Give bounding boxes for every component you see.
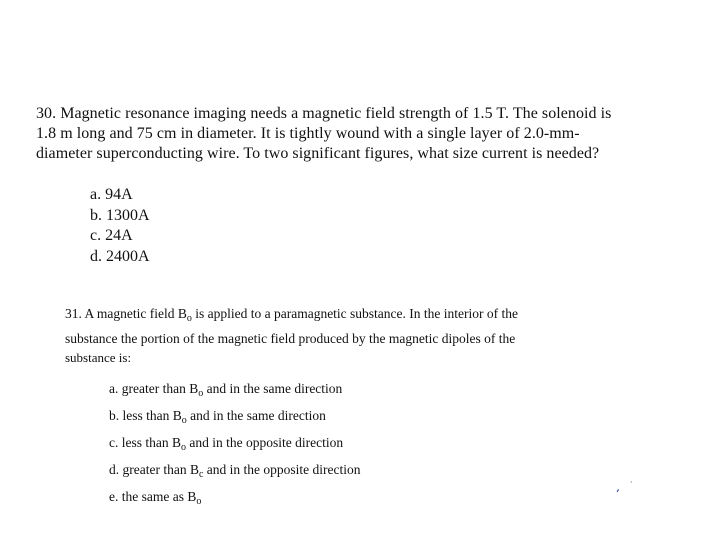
subscript: o (198, 388, 204, 399)
question-30-line: 1.8 m long and 75 cm in diameter. It is tightly wound with a single layer of 2.0-mm- (36, 125, 580, 142)
choice-text: e. the same as B (109, 489, 197, 504)
subscript: c (198, 469, 204, 480)
subscript: o (196, 496, 202, 507)
stray-dot-mark: · (630, 478, 633, 487)
question-30 (36, 104, 686, 164)
question-31-choice-a (109, 378, 361, 405)
question-30-line: diameter superconducting wire. To two significant figures, what size current is needed? (36, 145, 600, 162)
choice-text: c. less than B (109, 435, 181, 450)
question-30-line: 30. Magnetic resonance imaging needs a magnetic field strength of 1.5 T. The solenoid is (36, 105, 612, 122)
question-31-choices (109, 378, 361, 513)
choice-text: and in the same direction (186, 408, 326, 423)
question-31-choice-b (109, 405, 361, 432)
subscript: o (181, 415, 187, 426)
choice-text: and in the opposite direction (186, 435, 344, 450)
question-30-choice-a: a. 94A (90, 186, 133, 203)
question-30-choice-c: c. 24A (90, 227, 133, 244)
choice-text: d. greater than B (109, 462, 199, 477)
subscript: o (181, 442, 186, 453)
question-31 (65, 304, 665, 366)
question-30-choice-d: d. 2400A (90, 247, 150, 265)
question-31-choice-e (109, 486, 361, 513)
question-31-text: 31. A magnetic field B (65, 306, 187, 321)
question-30-choices (90, 185, 150, 267)
question-31-choice-c (109, 432, 361, 459)
question-31-choice-d (109, 459, 361, 486)
question-31-text: is applied to a paramagnetic substance. In the interior of the (191, 306, 518, 321)
choice-text: a. greater than B (109, 381, 199, 396)
question-31-line: substance is: (65, 350, 132, 365)
stray-pen-mark: , (615, 479, 623, 495)
choice-text: and in the same direction (203, 381, 343, 396)
subscript: o (186, 313, 192, 324)
choice-text: and in the opposite direction (203, 462, 361, 477)
choice-text: b. less than B (109, 408, 182, 423)
question-31-line: substance the portion of the magnetic field produced by the magnetic dipoles of the (65, 331, 516, 346)
question-31-line (65, 304, 665, 329)
question-30-choice-b: b. 1300A (90, 206, 150, 224)
